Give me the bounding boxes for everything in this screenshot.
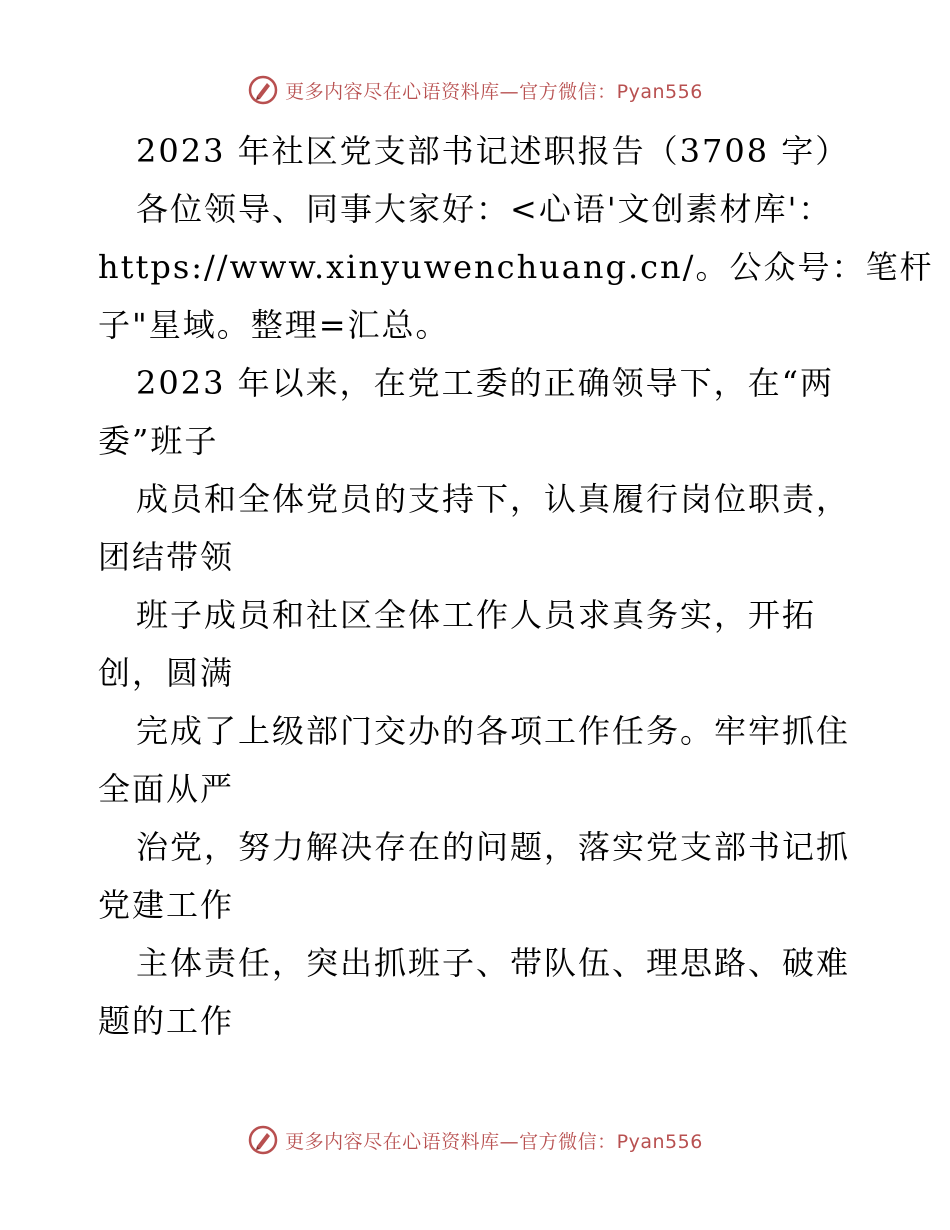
document-line: 委”班子 [98,422,219,460]
document-line: 主体责任，突出抓班子、带队伍、理思路、破难 [136,944,851,982]
document-line: 团结带领 [98,538,235,576]
document-line: 班子成员和社区全体工作人员求真务实，开拓 [136,596,817,634]
document-line: 2023 年社区党支部书记述职报告（3708 字） [136,132,850,170]
footer-banner-inner [247,1124,703,1156]
footer-banner [0,1120,950,1160]
pen-logo-icon [247,74,279,106]
document-line: 2023 年以来，在党工委的正确领导下，在“两 [136,364,834,402]
document-line: 题的工作 [98,1002,235,1040]
document-line: 完成了上级部门交办的各项工作任务。牢牢抓住 [136,712,851,750]
header-banner [0,70,950,110]
header-banner-text: 更多内容尽在心语资料库—官方微信：Pyan556 [285,80,703,103]
document-line: 子"星域。整理=汇总。 [98,306,450,344]
document-line: https://www.xinyuwenchuang.cn/。公众号：笔杆 [98,248,934,286]
pen-logo-icon [247,1124,279,1156]
document-line: 党建工作 [98,886,235,924]
document-line: 创，圆满 [98,654,235,692]
document-line: 全面从严 [98,770,235,808]
header-banner-inner [247,74,703,106]
document-body [98,122,934,1050]
document-line: 治党，努力解决存在的问题，落实党支部书记抓 [136,828,851,866]
document-line: 成员和全体党员的支持下，认真履行岗位职责， [136,480,851,518]
footer-banner-text: 更多内容尽在心语资料库—官方微信：Pyan556 [285,1130,703,1153]
document-line: 各位领导、同事大家好：<心语'文创素材库'： [136,190,833,228]
